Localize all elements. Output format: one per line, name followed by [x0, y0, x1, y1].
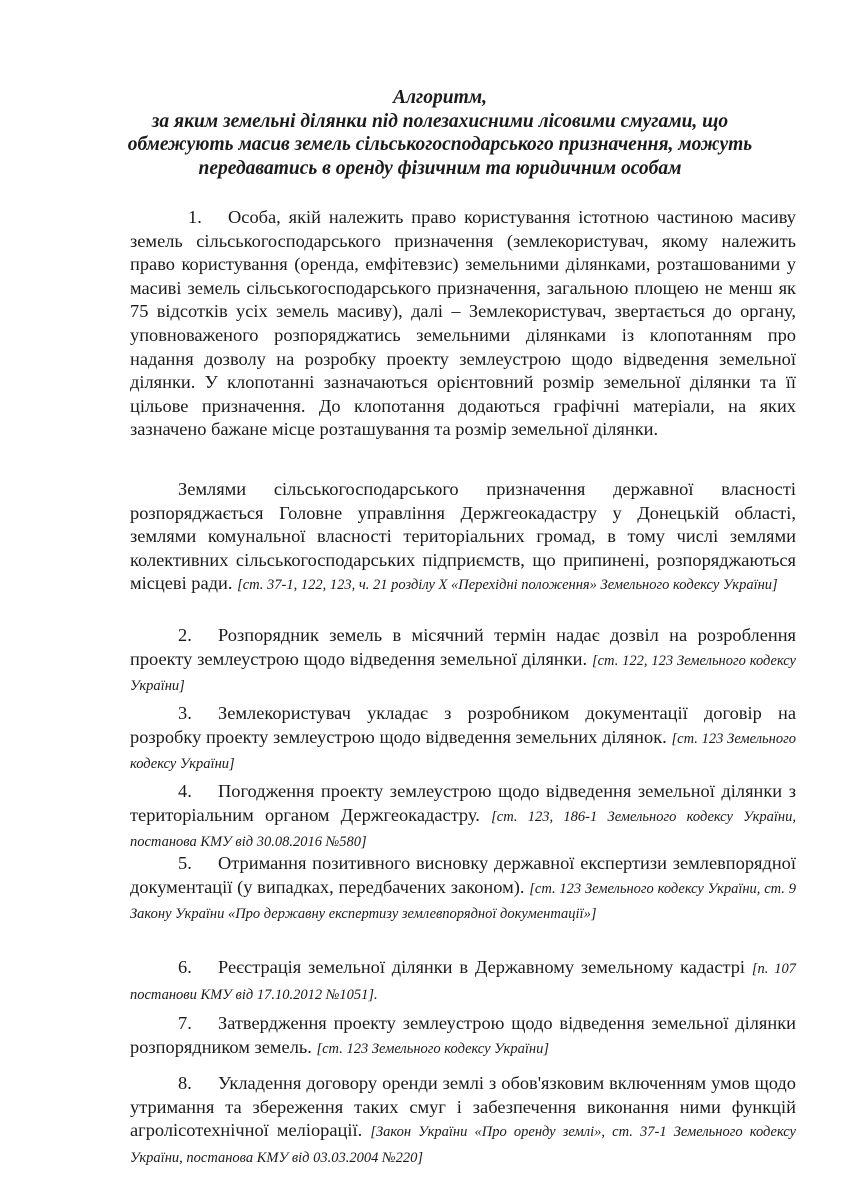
title-line-1: Алгоритм, — [393, 87, 487, 108]
legal-reference: [ст. 37-1, 122, 123, ч. 21 розділу X «Перехідні положення» Земельного кодексу України] — [237, 577, 778, 594]
title-line-2: за яким земельні ділянки під полезахисними лісовими смугами, що — [151, 110, 729, 132]
item-text: Укладення договору оренди землі з обов'язковим включенням умов щодо утримання та збереження таких смуг і забезпечення виконання ними функцій агролісотехнічної меліорації. — [130, 1073, 796, 1141]
paragraph-item-5 — [130, 852, 796, 927]
item-number: 7. — [178, 1013, 192, 1033]
item-number: 5. — [178, 853, 192, 873]
item-number: 6. — [178, 957, 192, 977]
paragraph-item-1-note — [130, 478, 796, 598]
legal-reference: [Закон України «Про оренду землі», ст. 37-1 Земельного кодексу України, постанова КМУ від 03.03.2004 №220] — [130, 1124, 796, 1166]
legal-reference: [ст. 123 Земельного кодексу України, ст. 9 Закону України «Про державну експертизу землевпорядної документації»] — [130, 880, 796, 923]
item-number: 8. — [178, 1073, 192, 1093]
document-title — [100, 86, 780, 180]
legal-reference: [ст. 123 Земельного кодексу України] — [316, 1040, 549, 1057]
paragraph-item-7 — [130, 1012, 796, 1061]
legal-reference: [ст. 123, 186-1 Земельного кодексу України, постанова КМУ від 30.08.2016 №580] — [130, 808, 796, 851]
item-text: Особа, якій належить право користування істотною частиною масиву земель сільськогосподарського призначення (землекористувач, якому належить право користування (оренда, емфітевзис) земельними ділянками, розташованими у масиві земель сільськогосподарського призначення, загальною площею не менш як 75 відсотків усіх земель масиву), далі – Землекористувач, звертається до органу, уповноваженого розпоряджатись земельними ділянками із клопотанням про надання дозволу на розробку проекту землеустрою щодо відведення земельної ділянки. У клопотанні зазначаються орієнтовний розмір земельної ділянки та її цільове призначення. До клопотання додаються графічні матеріали, на яких зазначено бажане місце розташування та розмір земельної ділянки. — [130, 207, 796, 440]
item-number: 2. — [178, 625, 192, 645]
item-number: 1. — [188, 207, 202, 227]
item-text: Землекористувач укладає з розробником документації договір на розробку проекту землеустрою щодо відведення земельних ділянок. — [130, 703, 796, 747]
title-line-3: обмежують масив земель сільськогосподарського призначення, можуть — [127, 134, 753, 155]
paragraph-item-2 — [130, 624, 796, 699]
legal-reference: [ст. 123 Земельного кодексу України] — [130, 730, 796, 773]
item-text: Реєстрація земельної ділянки в Державному земельному кадастрі — [218, 957, 746, 977]
item-number: 3. — [178, 703, 192, 723]
paragraph-item-8 — [130, 1072, 796, 1170]
item-text: Розпорядник земель в місячний термін надає дозвіл на розроблення проекту землеустрою щодо відведення земельної ділянки. — [130, 625, 796, 669]
item-number: 4. — [178, 781, 192, 801]
title-line-4: передаватись в оренду фізичним та юридичним особам — [198, 157, 682, 179]
paragraph-item-1 — [130, 206, 796, 442]
legal-reference: [ст. 122, 123 Земельного кодексу України] — [130, 652, 796, 695]
paragraph-item-3 — [130, 702, 796, 777]
item-text: Погодження проекту землеустрою щодо відведення земельної ділянки з територіальним органом Держгеокадастру. — [130, 781, 796, 825]
legal-reference: [п. 107 постанови КМУ від 17.10.2012 №1051]. — [130, 961, 796, 1003]
item-text: Затвердження проекту землеустрою щодо відведення земельної ділянки розпорядником земель. — [130, 1013, 796, 1057]
paragraph-item-6 — [130, 956, 796, 1007]
item-text: Землями сільськогосподарського призначення державної власності розпоряджається Головне управління Держгеокадастру у Донецькій області, землями комунальної власності територіальних громад, в тому числі землями колективних сільськогосподарських підприємств, що припинені, розпоряджаються місцеві ради. — [130, 479, 796, 594]
item-text: Отримання позитивного висновку державної експертизи землевпорядної документації (у випадках, передбачених законом). — [130, 853, 796, 897]
paragraph-item-4 — [130, 780, 796, 855]
